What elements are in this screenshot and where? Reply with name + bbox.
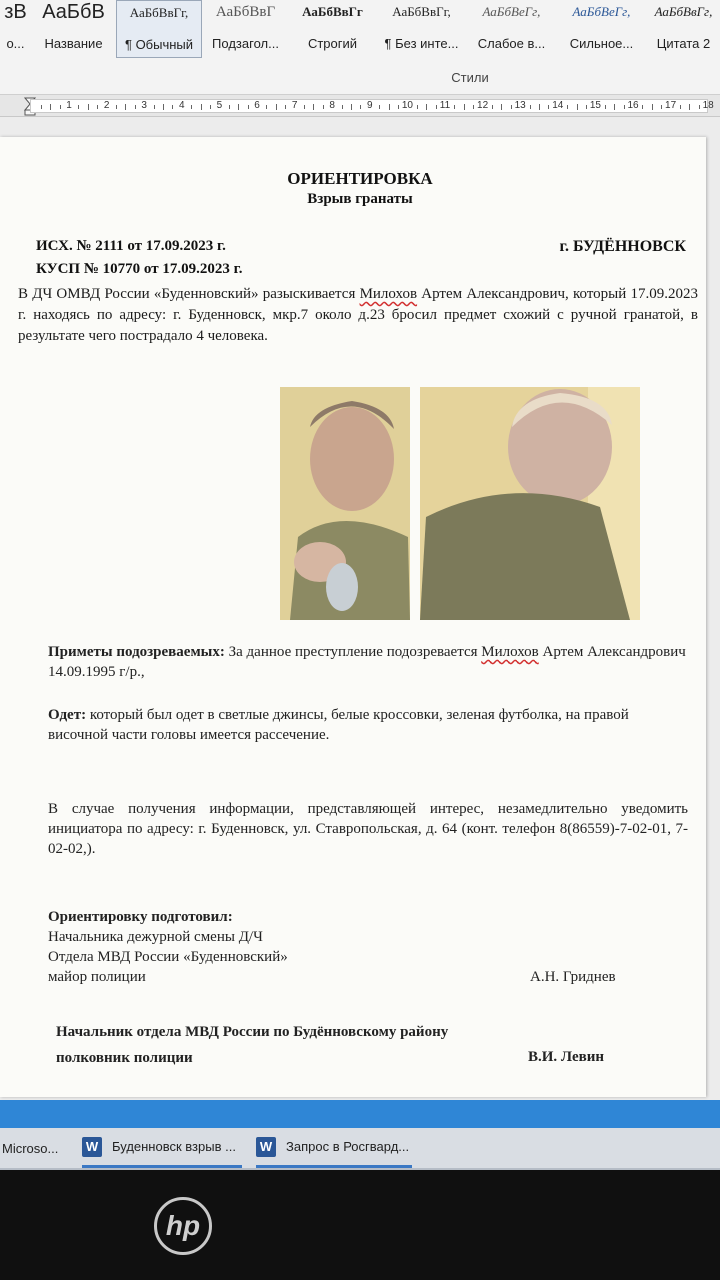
ruler-tick xyxy=(276,104,277,110)
style-name: ¶ Без инте... xyxy=(384,36,459,51)
ruler-number: 18 xyxy=(702,100,714,111)
ruler-tick xyxy=(511,105,512,109)
ruler-tick xyxy=(464,104,465,110)
suspect-clothing xyxy=(48,705,688,745)
document-page[interactable] xyxy=(0,137,706,1097)
ribbon-styles-gallery xyxy=(0,0,720,95)
ruler-number: 16 xyxy=(627,100,639,111)
ruler-tick xyxy=(454,105,455,109)
lead-paragraph xyxy=(18,284,698,347)
ruler-number: 2 xyxy=(103,100,110,111)
ruler-tick xyxy=(60,105,61,109)
ruler-number: 11 xyxy=(439,100,451,111)
dress-text: который был одет в светлые джинсы, белые кроссовки, зеленая футболка, на правой височной части головы имеется рассечение. xyxy=(48,707,629,743)
ruler-tick xyxy=(426,104,427,110)
doc-title: ОРИЕНТИРОВКА xyxy=(287,169,433,188)
dress-label: Одет: xyxy=(48,707,87,723)
style-name: Цитата 2 xyxy=(656,36,711,51)
style-tile-title[interactable] xyxy=(32,0,116,58)
ruler-tick xyxy=(78,105,79,109)
monitor-bezel xyxy=(0,1170,720,1280)
head-title: Начальник отдела МВД России по Будённовскому району xyxy=(56,1024,449,1040)
doc-subtitle: Взрыв гранаты xyxy=(307,191,413,207)
style-tile-strong[interactable] xyxy=(290,0,376,58)
ruler-tick xyxy=(360,105,361,109)
hp-logo-icon: hp xyxy=(154,1197,212,1255)
word-icon: W xyxy=(256,1137,276,1157)
style-tile-intense-emphasis[interactable] xyxy=(556,0,648,58)
signs-pre: За данное преступление подозревается xyxy=(224,644,482,660)
ruler-tick xyxy=(473,105,474,109)
taskbar-item-label: Буденновск взрыв ... xyxy=(112,1139,236,1154)
signs-label: Приметы подозреваемых: xyxy=(48,644,225,660)
ruler-tick xyxy=(539,104,540,110)
ruler-number: 8 xyxy=(329,100,335,111)
ruler-number: 1 xyxy=(66,100,72,111)
style-name: Название xyxy=(44,36,103,51)
ruler-tick xyxy=(624,105,625,109)
style-name: Строгий xyxy=(307,36,358,51)
ruler-tick xyxy=(530,105,531,109)
horizontal-ruler[interactable] xyxy=(0,95,720,117)
ruler-tick xyxy=(642,105,643,109)
ruler-number: 12 xyxy=(477,100,489,111)
styles-row xyxy=(0,0,720,58)
prepared-position: Начальника дежурной смены Д/Ч xyxy=(48,929,263,945)
lead-post: Артем Александрович, который 17.09.2023 г. находясь по адресу: г. Буденновск, мкр.7 около д.23 бросил предмет схожий с ручной гранатой, в результате чего пострадало 4 человека. xyxy=(18,286,698,344)
ruler-tick xyxy=(154,105,155,109)
style-name: Сильное... xyxy=(569,36,634,51)
style-sample: АаБбВ xyxy=(42,1,105,23)
taskbar-item-microsoft[interactable] xyxy=(2,1128,58,1168)
ruler-tick xyxy=(605,105,606,109)
ruler-tick xyxy=(614,104,615,110)
ruler-tick xyxy=(652,104,653,110)
style-sample: АаБбВвГ xyxy=(215,4,276,20)
ruler-tick xyxy=(492,105,493,109)
ruler-number: 9 xyxy=(367,100,373,111)
style-sample: зВ xyxy=(4,1,27,23)
ruler-tick xyxy=(172,105,173,109)
contact-instructions: В случае получения информации, представляющей интерес, незамедлительно уведомить инициатора по адресу: г. Буденновск, ул. Ставропольская, д. 64 (конт. телефон 8(86559)-7-02-01, 7-02-02,). xyxy=(48,801,688,857)
style-sample: АаБбВвГг, xyxy=(129,5,189,20)
ruler-tick xyxy=(125,104,126,110)
ruler-tick xyxy=(313,104,314,110)
surname-spellcheck: Милохов xyxy=(481,644,539,660)
ruler-tick xyxy=(501,104,502,110)
suspect-signs xyxy=(48,642,688,682)
ruler-number: 4 xyxy=(179,100,185,111)
ruler-number: 3 xyxy=(141,100,147,111)
ruler-tick xyxy=(304,105,305,109)
ruler-tick xyxy=(50,104,51,110)
style-tile-normal[interactable] xyxy=(116,0,202,58)
ruler-tick xyxy=(567,105,568,109)
style-sample: АаБбВеГг, xyxy=(482,4,541,19)
style-sample: АаБбВвГг, xyxy=(654,4,713,19)
ruler-number: 13 xyxy=(514,100,526,111)
document-area[interactable] xyxy=(0,117,720,1100)
ruler-tick xyxy=(417,105,418,109)
prepared-label: Ориентировку подготовил: xyxy=(48,909,233,925)
ruler-tick xyxy=(116,105,117,109)
ruler-tick xyxy=(266,105,267,109)
styles-group-label: Стили xyxy=(451,70,489,85)
suspect-photo-right xyxy=(420,387,640,620)
taskbar-item-budennovsk-doc[interactable] xyxy=(82,1128,242,1168)
taskbar-item-label: Запрос в Росгвард... xyxy=(286,1139,410,1154)
ruler-tick xyxy=(351,104,352,110)
ruler-tick xyxy=(201,104,202,110)
ruler-tick xyxy=(577,104,578,110)
ruler-tick xyxy=(135,105,136,109)
style-tile-no-spacing[interactable] xyxy=(376,0,468,58)
ruler-scale xyxy=(30,99,714,113)
ruler-tick xyxy=(398,105,399,109)
style-tile-subtle-emphasis[interactable] xyxy=(468,0,556,58)
ruler-tick xyxy=(229,105,230,109)
outgoing-number: ИСХ. № 2111 от 17.09.2023 г. xyxy=(36,238,226,254)
ruler-tick xyxy=(163,104,164,110)
style-name: Слабое в... xyxy=(477,36,546,51)
ruler-tick xyxy=(548,105,549,109)
style-tile-subtitle[interactable] xyxy=(202,0,290,58)
ruler-number: 17 xyxy=(665,100,677,111)
ruler-tick xyxy=(41,105,42,109)
head-signature: В.И. Левин xyxy=(528,1049,605,1065)
ruler-tick xyxy=(436,105,437,109)
style-sample: АаБбВвГг, xyxy=(392,4,451,19)
prepared-rank: майор полиции xyxy=(48,969,146,985)
style-tile-quote-2[interactable] xyxy=(648,0,720,58)
ruler-tick xyxy=(210,105,211,109)
ruler-tick xyxy=(342,105,343,109)
ruler-tick xyxy=(323,105,324,109)
ruler-tick xyxy=(699,105,700,109)
kusp-number: КУСП № 10770 от 17.09.2023 г. xyxy=(36,261,243,277)
ruler-tick xyxy=(661,105,662,109)
signs-post: Артем Александрович 14.09.1995 г/р., xyxy=(48,644,686,680)
ruler-tick xyxy=(238,104,239,110)
head-rank: полковник полиции xyxy=(56,1050,193,1066)
ruler-number: 14 xyxy=(552,100,564,111)
ruler-tick xyxy=(586,105,587,109)
ruler-tick xyxy=(680,105,681,109)
ruler-number: 6 xyxy=(254,100,260,111)
style-name: о... xyxy=(6,36,25,51)
style-name: ¶ Обычный xyxy=(124,37,194,52)
ruler-number: 10 xyxy=(401,100,413,111)
ruler-tick xyxy=(379,105,380,109)
prepared-department: Отдела МВД России «Буденновский» xyxy=(48,949,288,965)
taskbar-top-edge xyxy=(0,1100,720,1128)
style-tile[interactable] xyxy=(0,0,32,58)
taskbar-item-label: Microso... xyxy=(2,1140,59,1156)
city-name: г. БУДЁННОВСК xyxy=(559,238,686,255)
ruler-tick xyxy=(248,105,249,109)
suspect-photo-left xyxy=(280,387,410,620)
lead-pre: В ДЧ ОМВД России «Буденновский» разыскивается xyxy=(18,286,360,302)
style-name: Подзагол... xyxy=(212,36,279,51)
ruler-tick xyxy=(97,105,98,109)
ruler-tick xyxy=(285,105,286,109)
surname-spellcheck: Милохов xyxy=(359,286,418,302)
style-sample: АаБбВеГг, xyxy=(572,4,631,19)
taskbar-item-rosgvard-doc[interactable] xyxy=(256,1128,412,1168)
prepared-signature: А.Н. Гриднев xyxy=(530,969,616,985)
ruler-tick xyxy=(689,104,690,110)
taskbar xyxy=(0,1128,720,1170)
word-icon: W xyxy=(82,1137,102,1157)
ruler-number: 15 xyxy=(589,100,601,111)
ruler-number: 5 xyxy=(216,100,223,111)
ruler-tick xyxy=(389,104,390,110)
ruler-tick xyxy=(191,105,192,109)
ruler-number: 7 xyxy=(291,100,298,111)
style-sample: АаБбВвГг xyxy=(302,4,363,19)
ruler-tick xyxy=(88,104,89,110)
